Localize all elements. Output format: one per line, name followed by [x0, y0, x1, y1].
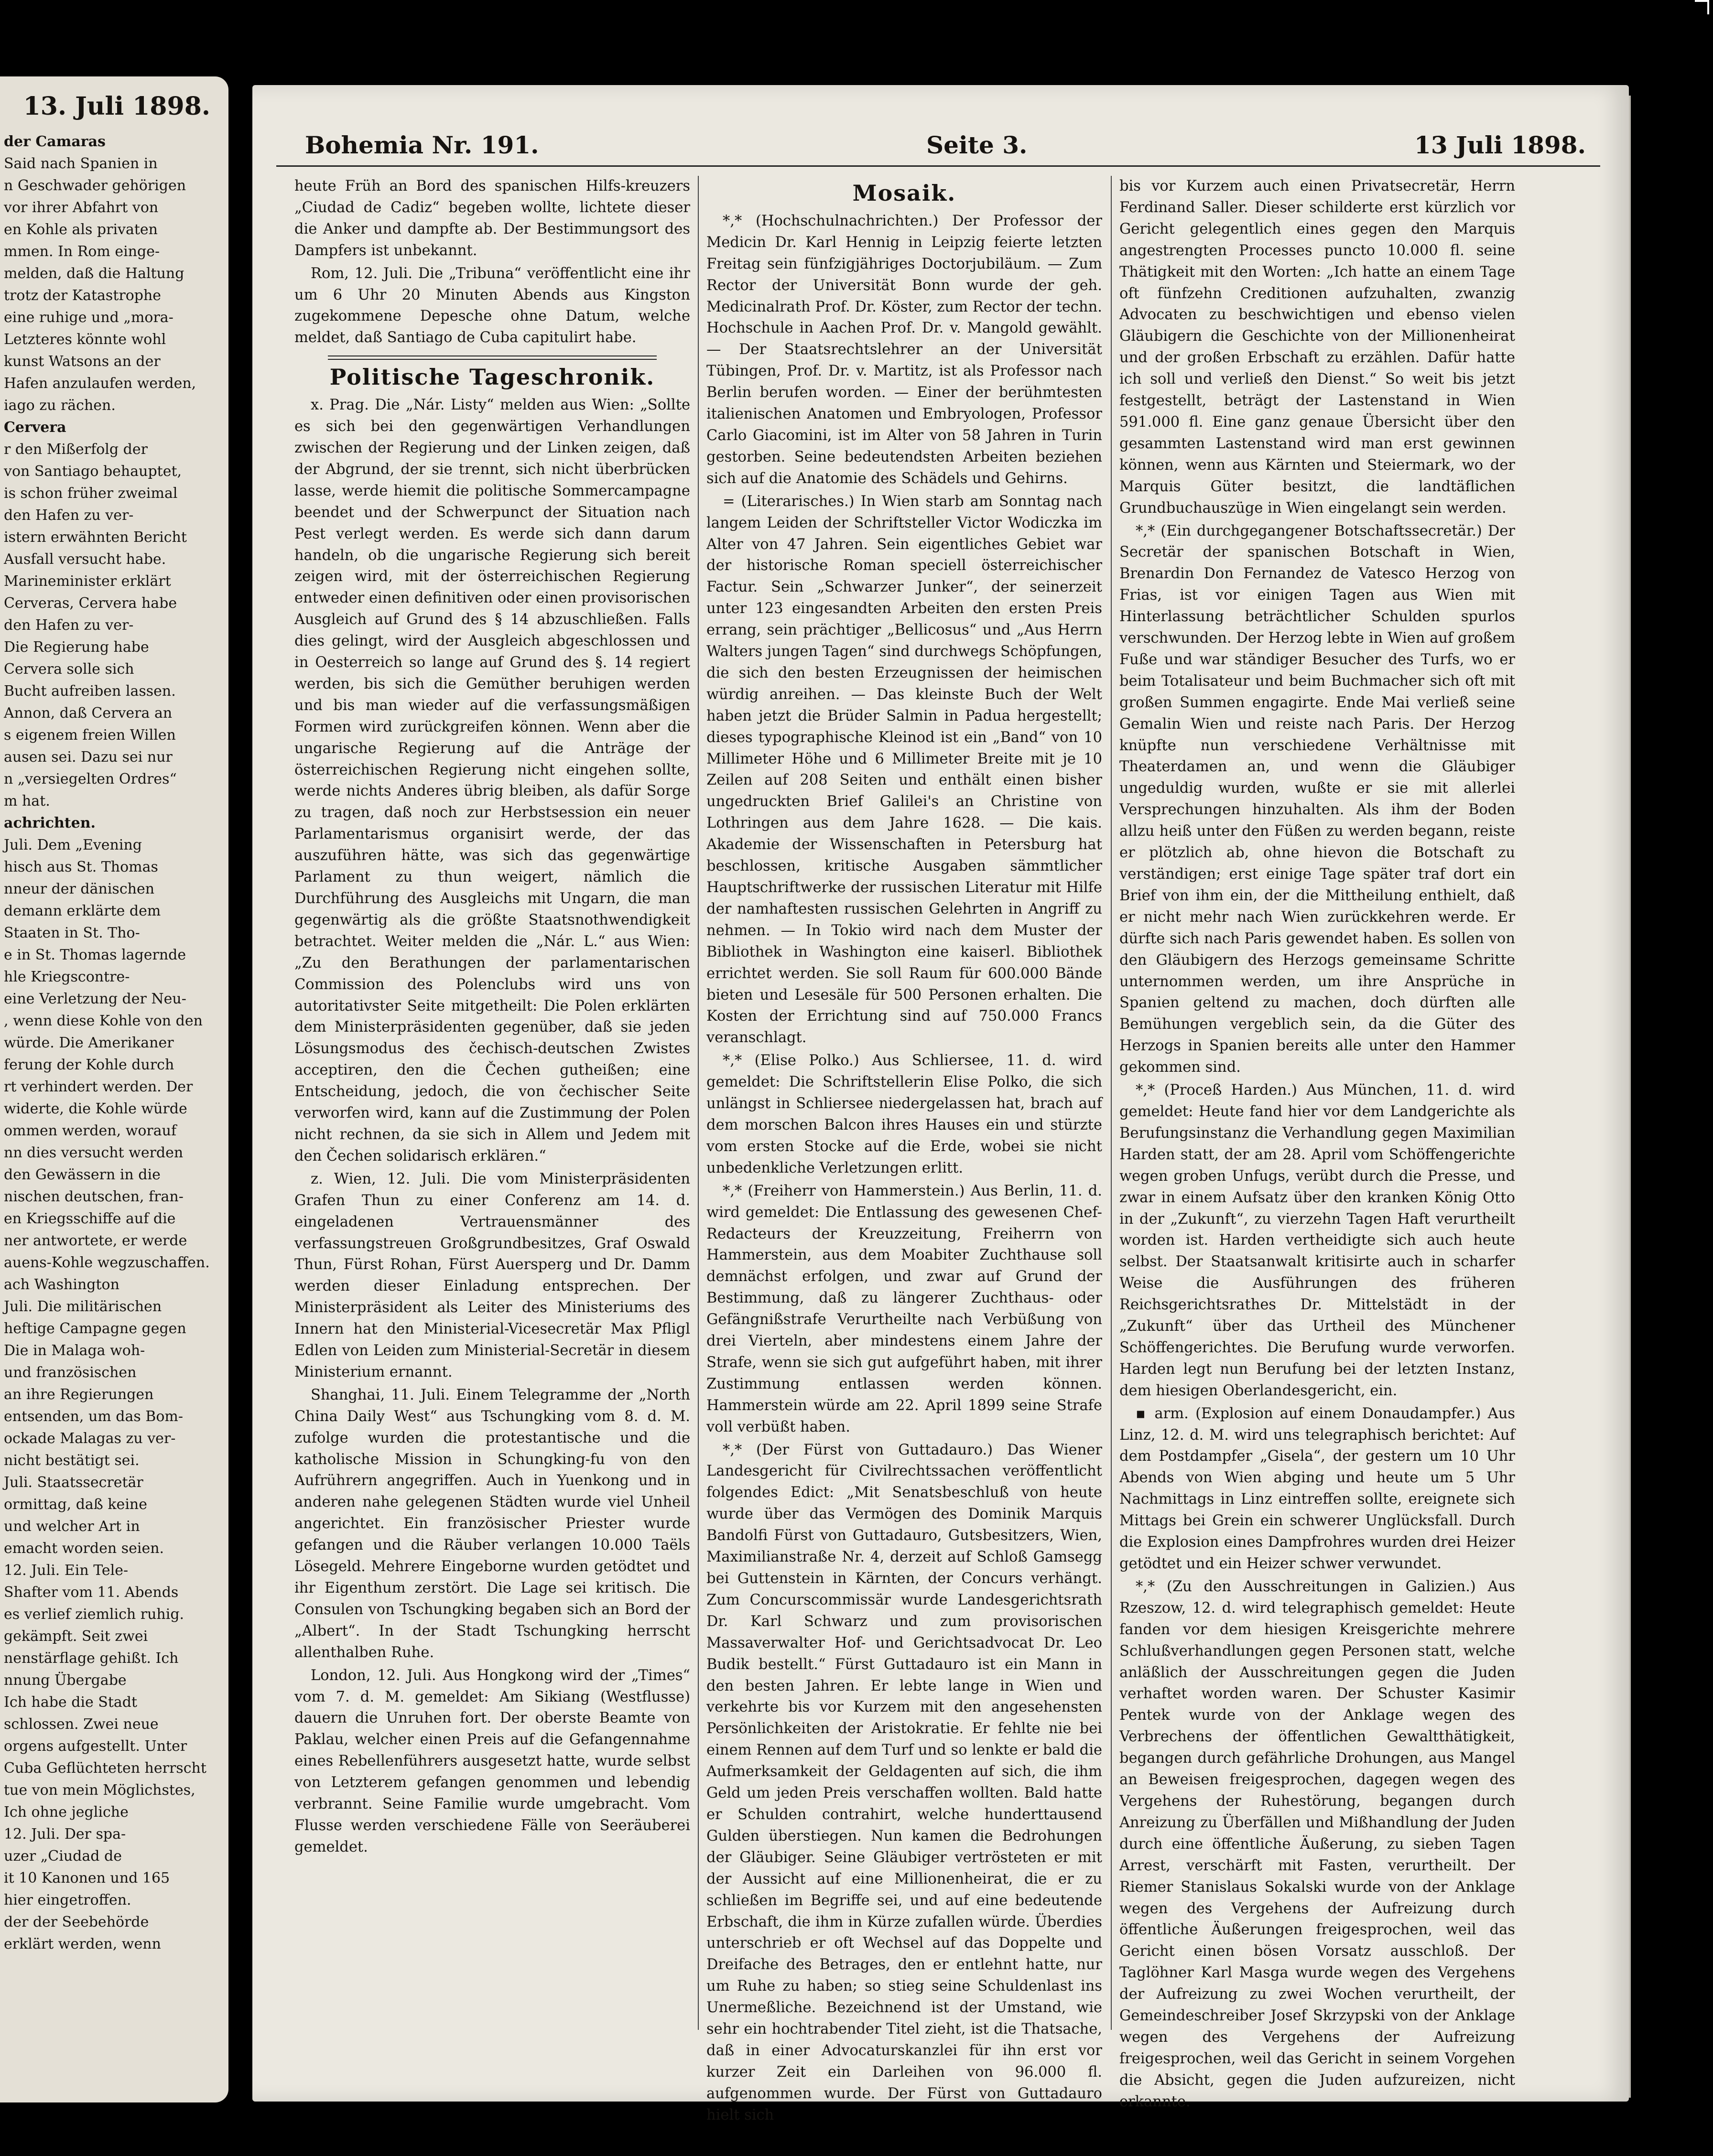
previous-page-line: Said nach Spanien in [4, 155, 158, 172]
previous-page-line: Cerveras, Cervera habe [4, 595, 177, 612]
article-paragraph: ▪ arm. (Explosion auf einem Donaudampfer.) Aus Linz, 12. d. M. wird uns telegraphisch berichtet: Auf dem Postdampfer „Gisela“, der gestern um 10 Uhr Abends von Wien abging und heute um 5 Uhr Nachmittags in Linz eintreffen sollte, ereignete sich Mittags bei Grein ein schwerer Unglücksfall. Durch die Explosion eines Dampfrohres wurden drei Heizer getödtet und ein Heizer schwer verwundet. [1119, 1405, 1515, 1572]
previous-page-line: hier eingetroffen. [4, 1892, 131, 1908]
previous-page-line: it 10 Kanonen und 165 [4, 1870, 170, 1886]
previous-page-line: Ausfall versucht habe. [4, 551, 166, 568]
previous-page-line: vor ihrer Abfahrt von [4, 199, 159, 216]
previous-page-line: Die in Malaga woh- [4, 1342, 145, 1359]
previous-page-line: nicht bestätigt sei. [4, 1452, 140, 1469]
article-paragraph: Shanghai, 11. Juli. Einem Telegramme der „North China Daily West“ aus Tschungking vom 8. d. M. zufolge wurden die protestantische und die katholische Mission in Schungking-fu von den Aufrührern angegriffen. Auch in Yuenkong und in anderen nahe gelegenen Städten wurde viel Unheil angerichtet. Ein französischer Priester wurde gefangen und die Räuber verlangen 10.000 Taëls Lösegeld. Mehrere Eingeborne wurden getödtet und ihr Eigenthum zerstört. Die Lage sei kritisch. Die Consulen von Tschungking begaben sich an Bord der „Albert“. In der Stadt Tschungking herrscht allenthalben Ruhe. [294, 1386, 690, 1661]
crop-mark [1695, 0, 1709, 14]
previous-page-line: der der Seebehörde [4, 1914, 149, 1930]
section-rule [328, 356, 657, 360]
column-3 [1119, 176, 1515, 2114]
previous-page-line: Marineminister erklärt [4, 573, 171, 590]
previous-page-line: der Camaras [4, 133, 106, 150]
previous-page-line: ausen sei. Dazu sei nur [4, 749, 173, 765]
previous-page-line: heftige Campagne gegen [4, 1320, 186, 1337]
previous-page-line: iago zu rächen. [4, 397, 116, 414]
previous-page-line: 12. Juli. Ein Tele- [4, 1562, 129, 1579]
previous-page-line: würde. Die Amerikaner [4, 1035, 174, 1051]
previous-page-line: den Gewässern in die [4, 1166, 161, 1183]
previous-page-line: kunst Watsons an der [4, 353, 161, 370]
previous-page-line: Cervera solle sich [4, 661, 134, 678]
previous-page-line: m hat. [4, 793, 50, 809]
article-paragraph: *,* (Der Fürst von Guttadauro.) Das Wiener Landesgericht für Civilrechtssachen veröffentlicht folgendes Edict: „Mit Senatsbeschluß von heute wurde über das Vermögen des Dominik Marquis Bandolfi Fürst von Guttadauro, Gutsbesitzers, Wien, Maximilianstraße Nr. 4, derzeit auf Schloß Gamsegg bei Guttenstein in Kärnten, der Concurs verhängt. Zum Concurscommissär wurde Landesgerichtsrath Dr. Karl Schwarz und zum provisorischen Massaverwalter Hof- und Gerichtsadvocat Dr. Leo Budik bestellt.“ Fürst Guttadauro ist ein Mann in den besten Jahren. Er lebte lange in Wien und verkehrte bis vor Kurzem mit den angesehensten Persönlichkeiten der Aristokratie. Er fehlte nie bei einem Rennen auf dem Turf und so lenkte er bald die Aufmerksamkeit der Geldagenten auf sich, die ihm Geld um jeden Preis verschaffen wollten. Bald hatte er Schulden contrahirt, welche hunderttausend Gulden überstiegen. Nun kamen die Bedrohungen der Gläubiger. Seine Gläubiger vertrösteten er mit der Aussicht auf eine Millionenheirat, die er zu schließen im Begriffe sei, und auf eine bedeutende Erbschaft, die ihm in Kürze zufallen würde. Überdies unterschrieb er oft Wechsel auf das Doppelte und Dreifache des Betrages, den er entlehnt hatte, nur um Ruhe zu haben; so stieg seine Schuldenlast ins Unermeßliche. Bezeichnend ist der Umstand, wie sehr ein hochtrabender Titel zieht, ist die Thatsache, daß in einer Advocaturskanzlei für ihn erst vor kurzer Zeit ein Darleihen von 96.000 fl. aufgenommen wurde. Der Fürst von Guttadauro hielt sich [706, 1441, 1102, 2124]
previous-page-line: nischen deutschen, fran- [4, 1188, 184, 1205]
previous-page-line: demann erklärte dem [4, 903, 161, 919]
previous-page-line: Juli. Die militärischen [4, 1298, 162, 1315]
previous-page-line: entsenden, um das Bom- [4, 1408, 183, 1425]
page-header [276, 131, 1600, 160]
previous-page-line: eine Verletzung der Neu- [4, 991, 186, 1007]
previous-page-line: den Hafen zu ver- [4, 507, 134, 524]
previous-page-line: Ich ohne jegliche [4, 1804, 129, 1821]
previous-page-line: en Kriegsschiffe auf die [4, 1210, 176, 1227]
previous-page-line: Juli. Staatssecretär [4, 1474, 143, 1491]
section-heading: Politische Tageschronik. [329, 364, 655, 390]
previous-page-line: tue von mein Möglichstes, [4, 1782, 195, 1799]
previous-page-line: en Kohle als privaten [4, 221, 158, 238]
column-divider [698, 176, 699, 2030]
previous-page-line: achrichten. [4, 815, 96, 831]
previous-page-line: Annon, daß Cervera an [4, 705, 173, 722]
previous-page-line: nenstärflage gehißt. Ich [4, 1650, 179, 1667]
previous-page-line: Bucht aufreiben lassen. [4, 683, 176, 700]
previous-page-line: ach Washington [4, 1276, 119, 1293]
article-paragraph: bis vor Kurzem auch einen Privatsecretär, Herrn Ferdinand Saller. Dieser schilderte erst kürzlich vor Gericht gelegentlich eines gegen den Marquis angestrengten Processes puncto 10.000 fl. seine Thätigkeit mit den Worten: „Ich hatte an einem Tage oft fünfzehn Creditionen aufzuhalten, zwanzig Advocaten zu beschwichtigen und ebenso vielen Gläubigern die Geschichte von der Millionenheirat und der großen Erbschaft zu erzählen. Dafür hatte ich soll und verließ den Dienst.“ So weit bis jetzt festgestellt, beträgt der Lastenstand in Wien 591.000 fl. Eine ganz genaue Übersicht über den gesammten Lastenstand wird man erst gewinnen können, wenn aus Kärnten und Steiermark, wo der Marquis Güter besitzt, die landtäflichen Grundbuchauszüge in Wien eingelangt sein werden. [1119, 178, 1515, 517]
previous-page-line: Ich habe die Stadt [4, 1694, 138, 1711]
previous-page-line: r den Mißerfolg der [4, 441, 148, 458]
previous-page-date: 13. Juli 1898. [23, 92, 210, 121]
article-paragraph: London, 12. Juli. Aus Hongkong wird der „Times“ vom 7. d. M. gemeldet: Am Sikiang (Westflusse) dauern die Unruhen fort. Der oberste Beamte von Paklau, welcher einen Preis auf die Gefangennahme eines Rebellenführers ausgesetzt hatte, wurde selbst von Letzterem gefangen genommen und lebendig verbrannt. Seine Familie wurde umgebracht. Vom Flusse werden verschiedene Fälle von Seeräuberei gemeldet. [294, 1667, 690, 1855]
previous-page-line: ner antwortete, er werde [4, 1232, 187, 1249]
previous-page-line: ockade Malagas zu ver- [4, 1430, 176, 1447]
previous-page-line: den Hafen zu ver- [4, 617, 134, 634]
previous-page-line: emacht worden seien. [4, 1540, 164, 1557]
previous-page-line: auens-Kohle wegzuschaffen. [4, 1254, 210, 1271]
previous-page-line: rt verhindert werden. Der [4, 1078, 193, 1095]
section-heading: Mosaik. [852, 180, 956, 206]
previous-page-line: is schon früher zweimal [4, 485, 178, 502]
previous-page-line: nnung Übergabe [4, 1672, 127, 1689]
page-number: Seite 3. [926, 131, 1028, 159]
previous-page-line: es verlief ziemlich ruhig. [4, 1606, 184, 1623]
previous-page-line: Cervera [4, 419, 66, 436]
header-rule [276, 165, 1600, 167]
previous-page-line: und französischen [4, 1364, 137, 1381]
previous-page-line: istern erwähnten Bericht [4, 529, 187, 546]
previous-page-line: Letzteres könnte wohl [4, 331, 166, 348]
column-divider [1111, 176, 1112, 2030]
previous-page-line: Shafter vom 11. Abends [4, 1584, 179, 1601]
header-date: 13 Juli 1898. [1414, 131, 1586, 159]
previous-page-line: uzer „Ciudad de [4, 1848, 122, 1865]
previous-page-line: schlossen. Zwei neue [4, 1716, 159, 1733]
previous-page-line: an ihre Regierungen [4, 1386, 154, 1403]
newspaper-page [252, 85, 1629, 2124]
column-1 [294, 176, 690, 1860]
previous-page-line: , wenn diese Kohle von den [4, 1013, 203, 1029]
previous-page-line: erklärt werden, wenn [4, 1936, 161, 1952]
article-paragraph: *,* (Ein durchgegangener Botschaftssecretär.) Der Secretär der spanischen Botschaft in Wien, Brenardin Don Fernandez de Vatesco Herzog von Frias, ist vor einigen Tagen aus Wien mit Hinterlassung beträchtlicher Schulden spurlos verschwunden. Der Herzog lebte in Wien auf großem Fuße und war ständiger Besucher des Turfs, wo er beim Totalisateur und beim Buchmacher sich oft mit großen Summen engagirte. Ende Mai verließ seine Gemalin Wien und reiste nach Paris. Der Herzog knüpfte nun verschiedene Verhältnisse mit Theaterdamen an, und wenn die Gläubiger ungeduldig wurden, wußte er sie mit allerlei Versprechungen hinzuhalten. Als ihm der Boden allzu heiß unter den Füßen zu werden begann, reiste er plötzlich ab, ohne hievon die Botschaft zu verständigen; erst einige Tage später traf dort ein Brief von ihm ein, der die Mittheilung enthielt, daß er nicht mehr nach Wien zurückkehren werde. Er dürfte sich nach Paris gewendet haben. Es sollen von den Gläubigern des Herzogs gemeinsame Schritte unternommen werden, um ihre Ansprüche in Spanien geltend zu machen, doch dürften alle Bemühungen vergeblich sein, da die Güter des Herzogs in Spanien bereits alle unter den Hammer gekommen sind. [1119, 522, 1515, 1076]
previous-page-line: melden, daß die Haltung [4, 265, 184, 282]
previous-page-line: eine ruhige und „mora- [4, 309, 173, 326]
previous-page-line: nneur der dänischen [4, 881, 155, 897]
previous-page-line: ormittag, daß keine [4, 1496, 147, 1513]
previous-page-line: Staaten in St. Tho- [4, 925, 140, 941]
article-paragraph: z. Wien, 12. Juli. Die vom Ministerpräsidenten Grafen Thun zu einer Conferenz am 14. d. eingeladenen Vertrauensmänner des verfassungstreuen Großgrundbesitzes, Graf Oswald Thun, Fürst Rohan, Fürst Auersperg und Dr. Damm werden dieser Einladung entsprechen. Der Ministerpräsident als Leiter des Ministeriums des Innern hat den Ministerial-Vicesecretär Max Pfligl Edlen von Leiden zum Ministerial-Secretär in diesem Ministerium ernannt. [294, 1170, 690, 1380]
previous-page-line: s eigenem freien Willen [4, 727, 176, 744]
previous-page-line: und welcher Art in [4, 1518, 140, 1535]
previous-page-line: orgens aufgestellt. Unter [4, 1738, 187, 1755]
column-2 [706, 176, 1102, 2128]
previous-page-line: Die Regierung habe [4, 639, 149, 656]
previous-page-line: mmen. In Rom einge- [4, 243, 160, 260]
article-paragraph: = (Literarisches.) In Wien starb am Sonntag nach langem Leiden der Schriftsteller Victor Wodiczka im Alter von 47 Jahren. Sein eigentliches Gebiet war der historische Roman speciell österreichischer Factur. Sein „Schwarzer Junker“, der seinerzeit unter 123 eingesandten Arbeiten den ersten Preis errang, sein prächtiger „Bellicosus“ und „Aus Herrn Walters jungen Tagen“ sind durchwegs Schöpfungen, die sich den besten Erzeugnissen der heimischen würdig anreihen. — Das kleinste Buch der Welt haben jetzt die Brüder Salmin in Padua hergestellt; dieses typographische Kleinod ist ein „Band“ von 10 Millimeter Höhe und 6 Millimeter Breite mit je 10 Zeilen auf 208 Seiten und enthält einen bisher ungedruckten Brief Galilei's an Christine von Lothringen aus dem Jahre 1628. — Die kais. Akademie der Wissenschaften in Petersburg hat beschlossen, kritische Ausgaben sämmtlicher Hauptschriftwerke der russischen Literatur mit Hilfe der namhaftesten russischen Gelehrten in Angriff zu nehmen. — In Tokio wird nach dem Muster der Bibliothek in Washington eine kaiserl. Bibliothek errichtet werden. Sie soll Raum für 600.000 Bände bieten und Lesesäle für 500 Personen erhalten. Die Kosten der Errichtung sind auf 750.000 Francs veranschlagt. [706, 493, 1102, 1046]
previous-page-line: ommen werden, worauf [4, 1122, 177, 1139]
previous-page-line: Cuba Geflüchteten herrscht [4, 1760, 206, 1777]
article-paragraph: Rom, 12. Juli. Die „Tribuna“ veröffentlicht eine ihr um 6 Uhr 20 Minuten Abends aus Kingston zugekommene Depesche ohne Datum, welche meldet, daß Santiago de Cuba capitulirt habe. [294, 265, 690, 346]
previous-page-line: hisch aus St. Thomas [4, 859, 158, 875]
previous-page-line: nn dies versucht werden [4, 1144, 184, 1161]
article-paragraph: *,* (Hochschulnachrichten.) Der Professor der Medicin Dr. Karl Hennig in Leipzig feierte letzten Freitag sein fünfzigjähriges Doctorjubiläum. — Zum Rector der Universität Bonn wurde der geh. Medicinalrath Prof. Dr. Köster, zum Rector der techn. Hochschule in Aachen Prof. Dr. v. Mangold gewählt. — Der Staatsrechtslehrer an der Universität Tübingen, Prof. Dr. v. Martitz, ist als Professor nach Berlin berufen worden. — Einer der berühmtesten italienischen Anatomen und Embryologen, Professor Carlo Giacomini, ist im Alter von 58 Jahren in Turin gestorben. Seine bedeutendsten Arbeiten beziehen sich auf die Anatomie des Schädels und Gehirns. [706, 212, 1102, 487]
previous-page [0, 76, 228, 2102]
article-paragraph: x. Prag. Die „Nár. Listy“ melden aus Wien: „Sollte es sich bei den gegenwärtigen Verhandlungen zwischen der Regierung und der Linken zeigen, daß der Abgrund, der sie trennt, sich nicht überbrücken lasse, werde hiemit die politische Sommercampagne beendet und der Schwerpunct der Situation nach Pest verlegt werden. Es werde sich dann darum handeln, ob die ungarische Regierung sich bereit zeigen wird, mit der österreichischen Regierung entweder einen definitiven oder einen provisorischen Ausgleich auf Grund des § 14 abzuschließen. Falls dies gelingt, wird der Ausgleich abgeschlossen und in Oesterreich so lange auf Grund des §. 14 regiert werden, bis sich die Gemüther beruhigen werden und bis man wieder auf die verfassungsmäßigen Formen wird zurückgreifen können. Wenn aber die ungarische Regierung auf die Anträge der österreichischen Regierung nicht eingehen sollte, werde nichts Anderes übrig bleiben, als dafür Sorge zu tragen, daß noch zur Herbstsession ein neuer Parlamentarismus organisirt werde, der das auszuführen hätte, was sich das gegenwärtige Parlament zu thun weigert, nämlich die Durchführung des Ausgleichs mit Ungarn, die man gegenwärtig als die größte Staatsnothwendigkeit betrachtet. Weiter melden die „Nár. L.“ aus Wien: „Zu den Berathungen der parlamentarischen Commission des Polenclubs wird uns von autoritativster Seite mitgetheilt: Die Polen erklärten dem Ministerpräsidenten gegenüber, daß sie jeden Lösungsmodus des čechisch-deutschen Zwistes acceptiren, den die Čechen gutheißen; eine Entscheidung, jedoch, die von čechischer Seite verworfen wird, kann auf die Zustimmung der Polen nicht rechnen, da sie sich in Allem und Jedem mit den Čechen solidarisch erklären.“ [294, 397, 690, 1164]
previous-page-line: Juli. Dem „Evening [4, 837, 142, 853]
previous-page-line: widerte, die Kohle würde [4, 1100, 187, 1117]
article-paragraph: *,* (Zu den Ausschreitungen in Galizien.) Aus Rzeszow, 12. d. wird telegraphisch gemeldet: Heute fanden vor dem hiesigen Kreisgerichte mehrere Schlußverhandlungen gegen Personen statt, welche anläßlich der Ausschreitungen gegen die Juden verhaftet worden waren. Der Schuster Kasimir Pentek wurde von der Anklage wegen des Verbrechens der öffentlichen Gewaltthätigkeit, begangen durch gefährliche Drohungen, aus Mangel an Beweisen freigesprochen, dagegen wegen des Vergehens der Ruhestörung, begangen durch Anreizung zu Überfällen und Mißhandlung der Juden durch eine öffentliche Äußerung, zu sieben Tagen Arrest, verschärft mit Fasten, verurtheilt. Der Riemer Stanislaus Sokalski wurde von der Anklage wegen des Vergehens der Aufreizung durch öffentliche Äußerungen freigesprochen, weil das Gericht einen bösen Vorsatz ausschloß. Der Taglöhner Karl Masga wurde wegen des Vergehens der Aufreizung zu zwei Wochen verurtheilt, der Gemeindeschreiber Josef Skrzypski von der Anklage wegen des Vergehens der Aufreizung freigesprochen, weil das Gericht in seinem Vorgehen die Absicht, gegen die Juden aufzureizen, nicht erkannte. [1119, 1578, 1515, 2110]
previous-page-line: e in St. Thomas lagernde [4, 947, 186, 963]
previous-page-line: n Geschwader gehörigen [4, 177, 186, 194]
previous-page-line: trotz der Katastrophe [4, 287, 162, 304]
article-paragraph: *,* (Elise Polko.) Aus Schliersee, 11. d. wird gemeldet: Die Schriftstellerin Elise Polko, die sich unlängst in Schliersee niedergelassen hat, brach auf dem morschen Balcon ihres Hauses ein und stürzte vom ersten Stocke auf die Erde, wobei sie nicht unbedenkliche Verletzungen erlitt. [706, 1052, 1102, 1176]
article-paragraph: *,* (Proceß Harden.) Aus München, 11. d. wird gemeldet: Heute fand hier vor dem Landgerichte als Berufungsinstanz die Verhandlung gegen Maximilian Harden statt, der am 28. April vom Schöffengerichte wegen groben Unfugs, verübt durch die Presse, und zwar in einem Aufsatz über den kranken König Otto in der „Zukunft“, zu vierzehn Tagen Haft verurtheilt worden ist. Harden vertheidigte sich auch heute selbst. Der Staatsanwalt kritisirte auch in scharfer Weise die Ausführungen des früheren Reichsgerichtsrathes Dr. Mittelstädt in der „Zukunft“ über das Urtheil des Münchener Schöffengerichtes. Die Berufung wurde verworfen. Harden legt nun Berufung bei der letzten Instanz, dem hiesigen Oberlandesgericht, ein. [1119, 1082, 1515, 1399]
previous-page-line: 12. Juli. Der spa- [4, 1826, 126, 1843]
previous-page-text [0, 92, 220, 1955]
article-paragraph: heute Früh an Bord des spanischen Hilfs-kreuzers „Ciudad de Cadiz“ begeben wollte, lichtete dieser die Anker und dampfte ab. Der Bestimmungsort des Dampfers ist unbekannt. [294, 178, 690, 259]
masthead-issue: Bohemia Nr. 191. [305, 131, 539, 159]
previous-page-line: Hafen anzulaufen werden, [4, 375, 196, 392]
previous-page-line: gekämpft. Seit zwei [4, 1628, 148, 1645]
previous-page-line: ferung der Kohle durch [4, 1056, 174, 1073]
article-paragraph: *,* (Freiherr von Hammerstein.) Aus Berlin, 11. d. wird gemeldet: Die Entlassung des gewesenen Chef-Redacteurs der Kreuzzeitung, Freiherrn von Hammerstein, aus dem Moabiter Zuchthause soll demnächst erfolgen, und zwar auf Grund der Bestimmung, daß zu längerer Zuchthaus- oder Gefängnißstrafe Verurtheilte nach Verbüßung von drei Vierteln, aber mindestens einem Jahre der Strafe, wenn sie sich gut aufgeführt haben, mit ihrer Zustimmung entlassen werden können. Hammerstein würde am 22. April 1899 seine Strafe voll verbüßt haben. [706, 1182, 1102, 1435]
previous-page-line: hle Kriegscontre- [4, 969, 130, 985]
previous-page-line: von Santiago behauptet, [4, 463, 182, 480]
previous-page-line: n „versiegelten Ordres“ [4, 771, 177, 787]
